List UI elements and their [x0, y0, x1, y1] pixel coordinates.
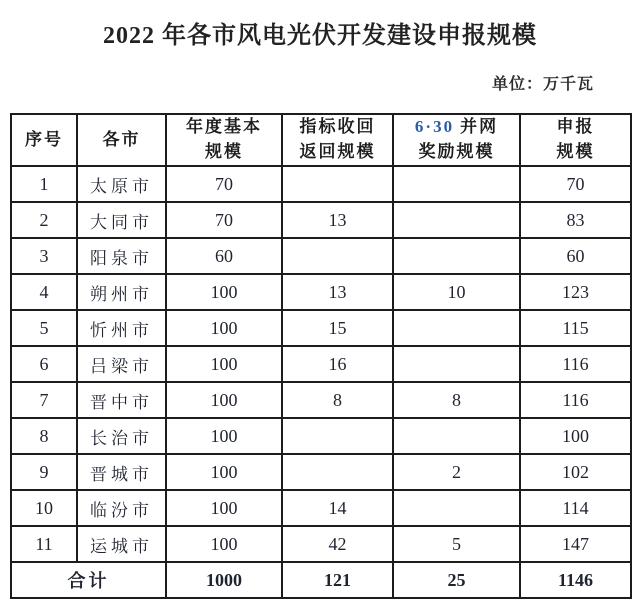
- cell-returned: 15: [282, 310, 393, 346]
- cell-serial: 11: [11, 526, 77, 562]
- cell-reward: [393, 238, 520, 274]
- cell-city: 晋城市: [77, 454, 166, 490]
- cell-city: 大同市: [77, 202, 166, 238]
- table-row: [11, 346, 631, 382]
- cell-reward: [393, 310, 520, 346]
- cell-returned: 14: [282, 490, 393, 526]
- table-row: [11, 274, 631, 310]
- cell-returned: [282, 454, 393, 490]
- cell-declared: 115: [520, 310, 631, 346]
- header-row: [11, 114, 631, 166]
- col-header-returned: [282, 114, 393, 166]
- cell-serial: 2: [11, 202, 77, 238]
- table-row: [11, 418, 631, 454]
- cell-declared: 116: [520, 382, 631, 418]
- cell-reward: [393, 418, 520, 454]
- col-header-grid-reward: [393, 114, 520, 166]
- cell-annual: 100: [166, 490, 282, 526]
- col-header-declared-line1: 申报: [556, 117, 595, 137]
- cell-declared: 83: [520, 202, 631, 238]
- cell-returned: [282, 238, 393, 274]
- cell-declared: 123: [520, 274, 631, 310]
- cell-serial: 7: [11, 382, 77, 418]
- col-header-declared-line2: 规模: [556, 142, 595, 161]
- total-annual: 1000: [166, 562, 282, 598]
- cell-returned: [282, 418, 393, 454]
- page-title: 2022 年各市风电光伏开发建设申报规模: [103, 23, 537, 49]
- cell-city: 太原市: [77, 166, 166, 202]
- cell-reward: 5: [393, 526, 520, 562]
- cell-city: 晋中市: [77, 382, 166, 418]
- cell-declared: 70: [520, 166, 631, 202]
- cell-declared: 116: [520, 346, 631, 382]
- total-label: 合计: [11, 562, 166, 598]
- col-header-grid-reward-line1: [394, 115, 519, 140]
- cell-serial: 3: [11, 238, 77, 274]
- cell-serial: 6: [11, 346, 77, 382]
- cell-annual: 70: [166, 202, 282, 238]
- cell-annual: 100: [166, 274, 282, 310]
- total-row: [11, 562, 631, 598]
- table-row: [11, 382, 631, 418]
- cell-annual: 100: [166, 382, 282, 418]
- col-header-returned-line1: 指标收回: [299, 117, 376, 137]
- date-630-highlight: 6·30: [414, 117, 455, 137]
- col-header-city-label: 各市: [102, 129, 141, 149]
- total-reward: 25: [393, 562, 520, 598]
- cell-annual: 60: [166, 238, 282, 274]
- cell-returned: 13: [282, 202, 393, 238]
- cell-city: 长治市: [77, 418, 166, 454]
- cell-returned: [282, 166, 393, 202]
- cell-declared: 100: [520, 418, 631, 454]
- cell-city: 阳泉市: [77, 238, 166, 274]
- cell-declared: 60: [520, 238, 631, 274]
- cell-annual: 70: [166, 166, 282, 202]
- table-row: [11, 202, 631, 238]
- table-row: [11, 310, 631, 346]
- cell-annual: 100: [166, 346, 282, 382]
- cell-annual: 100: [166, 526, 282, 562]
- cell-city: 忻州市: [77, 310, 166, 346]
- cell-reward: 2: [393, 454, 520, 490]
- cell-annual: 100: [166, 310, 282, 346]
- col-header-grid-reward-rest: 并网: [460, 117, 499, 137]
- cell-returned: 16: [282, 346, 393, 382]
- cell-city: 朔州市: [77, 274, 166, 310]
- data-table: [10, 113, 632, 599]
- cell-reward: [393, 166, 520, 202]
- col-header-annual-basic-line1: 年度基本: [186, 117, 262, 137]
- col-header-annual-basic-line2: 规模: [205, 142, 243, 161]
- table-row: [11, 454, 631, 490]
- cell-serial: 8: [11, 418, 77, 454]
- col-header-city: [77, 114, 166, 166]
- cell-serial: 5: [11, 310, 77, 346]
- total-declared: 1146: [520, 562, 631, 598]
- cell-returned: 8: [282, 382, 393, 418]
- col-header-declared: [520, 114, 631, 166]
- cell-city: 运城市: [77, 526, 166, 562]
- cell-serial: 4: [11, 274, 77, 310]
- unit-label: 单位：万千瓦: [491, 76, 594, 93]
- col-header-grid-reward-line2: 奖励规模: [418, 142, 495, 161]
- cell-reward: [393, 202, 520, 238]
- total-returned: 121: [282, 562, 393, 598]
- cell-returned: 13: [282, 274, 393, 310]
- col-header-returned-line2: 返回规模: [299, 142, 376, 161]
- cell-reward: 10: [393, 274, 520, 310]
- cell-serial: 9: [11, 454, 77, 490]
- cell-city: 吕梁市: [77, 346, 166, 382]
- table-row: [11, 526, 631, 562]
- cell-declared: 114: [520, 490, 631, 526]
- col-header-serial-label: 序号: [25, 129, 63, 149]
- cell-declared: 102: [520, 454, 631, 490]
- cell-reward: 8: [393, 382, 520, 418]
- cell-serial: 1: [11, 166, 77, 202]
- table-row: [11, 238, 631, 274]
- col-header-serial: [11, 114, 77, 166]
- table-row: [11, 490, 631, 526]
- table-row: [11, 166, 631, 202]
- cell-city: 临汾市: [77, 490, 166, 526]
- cell-returned: 42: [282, 526, 393, 562]
- col-header-annual-basic: [166, 114, 282, 166]
- cell-reward: [393, 346, 520, 382]
- cell-serial: 10: [11, 490, 77, 526]
- cell-reward: [393, 490, 520, 526]
- cell-annual: 100: [166, 418, 282, 454]
- cell-annual: 100: [166, 454, 282, 490]
- cell-declared: 147: [520, 526, 631, 562]
